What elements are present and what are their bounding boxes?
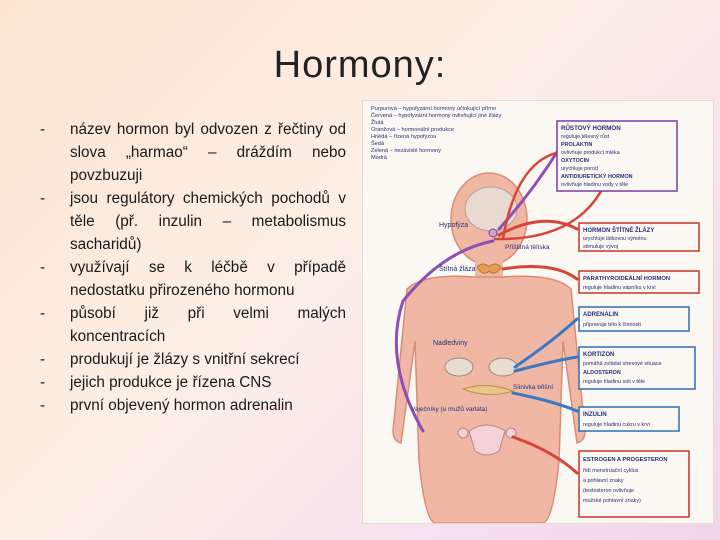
box-line: ovlivňuje produkci mléka — [561, 150, 620, 156]
box-heading: ESTROGEN A PROGESTERON — [583, 457, 668, 463]
page-title: Hormony: — [273, 44, 447, 86]
box-line: (testosteron ovlivňuje — [583, 488, 634, 494]
adrenal-right — [489, 358, 517, 376]
bullet-marker: - — [40, 121, 46, 138]
bullet-marker: - — [40, 190, 46, 207]
box-line: ovlivňuje hladinu vody v těle — [561, 182, 629, 188]
box-heading: ADRENALIN — [583, 312, 619, 318]
list-item — [36, 348, 346, 371]
box-growth — [557, 121, 677, 191]
box-line: urychluje látkovou výměnu — [583, 236, 647, 242]
bullet-text: produkují je žlázy s vnitřní sekrecí — [70, 351, 300, 368]
endocrine-illustration — [363, 101, 713, 523]
bullet-marker: - — [40, 374, 46, 391]
box-line: urychluje porod — [561, 166, 598, 172]
legend-line: Zelená – nezávislé hormony — [371, 148, 441, 154]
list-item — [36, 256, 346, 302]
box-inzulin — [579, 407, 679, 431]
label-pristitna: Příštitná tělíska — [505, 244, 550, 251]
box-line: mužské pohlavní znaky) — [583, 498, 641, 504]
box-adrenalin — [579, 307, 689, 331]
endocrine-figure — [362, 100, 714, 524]
list-item — [36, 302, 346, 348]
bullet-marker: - — [40, 397, 46, 414]
list-item — [36, 371, 346, 394]
legend-line: Modrá — [371, 155, 387, 161]
box-line: OXYTOCIN — [561, 158, 590, 164]
bullet-text: působí již při velmi malých koncentracích — [70, 305, 346, 345]
legend-line: Oranžová – hormonální produkce — [371, 127, 455, 133]
box-line: ALDOSTERON — [583, 370, 621, 376]
box-heading: HORMON ŠTÍTNÉ ŽLÁZY — [583, 228, 655, 234]
legend-line: Purpurová – hypofyzární hormony účinkující přímo — [371, 106, 496, 112]
bullet-text: první objevený hormon adrenalin — [70, 397, 293, 414]
bullet-marker: - — [40, 305, 46, 322]
box-estrogen — [579, 451, 689, 517]
bullet-text: název hormon byl odvozen z řečtiny od slova „harmao“ – dráždím nebo povzbuzuji — [70, 121, 346, 184]
bullet-text: jsou regulátory chemických pochodů v těle (př. inzulin – metabolismus sacharidů) — [70, 190, 346, 253]
box-heading: INZULIN — [583, 412, 607, 418]
box-line: připravuje tělo k činnosti — [583, 322, 641, 328]
bullet-marker: - — [40, 351, 46, 368]
box-heading: PARATHYROIDEÁLNÍ HORMON — [583, 276, 671, 282]
box-line: ANTIDIURETICKÝ HORMON — [561, 174, 633, 180]
box-heading: RŮSTOVÝ HORMON — [561, 125, 621, 132]
list-item — [36, 187, 346, 256]
label-nadledviny: Nadledviny — [433, 340, 468, 347]
uterus — [469, 425, 505, 455]
list-item — [36, 394, 346, 417]
box-line: reguluje hladinu cukru v krvi — [583, 422, 650, 428]
legend-line: Žlutá — [371, 120, 384, 126]
label-stitna: Štítná žláza — [439, 266, 476, 273]
box-line: řídí menstruační cyklus — [583, 468, 639, 474]
box-line: reguluje hladinu soli v těle — [583, 379, 646, 385]
bullet-list — [36, 118, 346, 417]
legend-line: Hnědá – řízená hypofýzou — [371, 134, 437, 140]
box-line: reguluje hladinu vápníku v krvi — [583, 285, 656, 291]
box-parathyroid — [579, 271, 699, 293]
list-item — [36, 118, 346, 187]
label-hypofyza: Hypofýza — [439, 222, 469, 229]
bullet-marker: - — [40, 259, 46, 276]
box-heading: KORTIZON — [583, 352, 615, 358]
legend-line: Červená – hypofyzární hormony ovlivňující jiné žlázy — [371, 113, 502, 119]
box-line: reguluje tělesný růst — [561, 134, 610, 140]
bullet-text: využívají se k léčbě v případě nedostatku přirozeného hormonu — [70, 259, 346, 299]
adrenal-left — [445, 358, 473, 376]
box-line: stimuluje vývoj — [583, 244, 619, 250]
box-kortizon — [579, 347, 695, 389]
legend-line: Šedá — [371, 141, 385, 147]
label-vajecniky: Vaječníky (u mužů varlata) — [411, 406, 488, 413]
hypofyza-gland — [489, 229, 497, 237]
label-slinivka: Slinivka břišní — [513, 384, 554, 391]
bullet-text: jejich produkce je řízena CNS — [70, 374, 272, 391]
ovary-left — [458, 428, 468, 438]
box-line: pomáhá zvládat stresové situace — [583, 361, 662, 367]
figure-legend — [371, 106, 501, 161]
box-thyroid — [579, 223, 699, 251]
box-line: PROLAKTIN — [561, 142, 593, 148]
box-line: a pohlavní znaky — [583, 478, 624, 484]
